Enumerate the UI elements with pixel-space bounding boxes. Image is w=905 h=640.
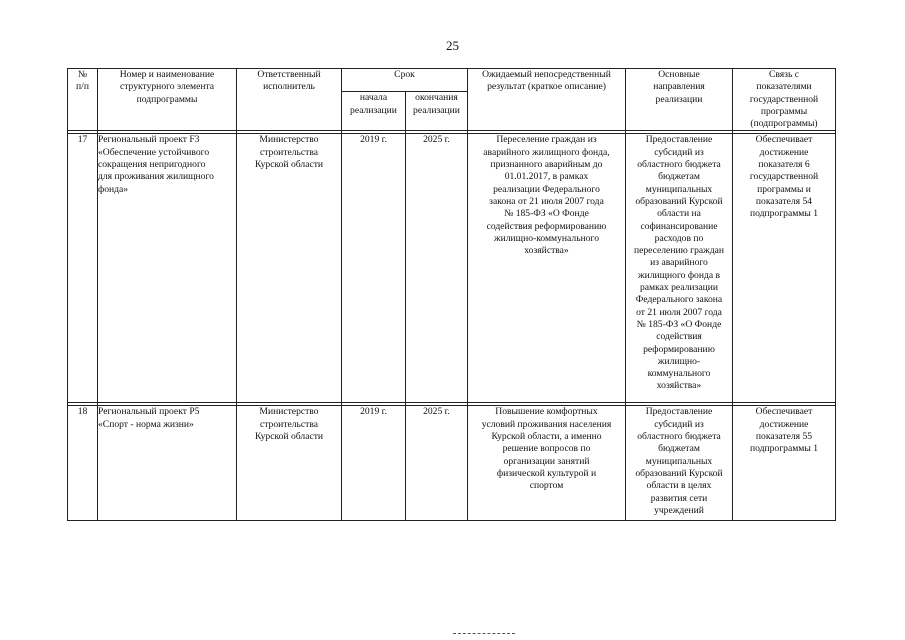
row-name: Региональный проект F3 «Обеспечение устойчивого сокращения непригодного для проживания жилищного фонда»: [98, 134, 237, 403]
row-end: 2025 г.: [406, 134, 468, 403]
row-link: Обеспечивает достижение показателя 55 подпрограммы 1: [733, 406, 836, 521]
page-number: 25: [446, 38, 459, 53]
table-row: [68, 406, 836, 521]
header-name: Номер и наименование структурного элемента подпрограммы: [98, 69, 237, 131]
row-num: 18: [68, 406, 98, 521]
row-start: 2019 г.: [342, 134, 406, 403]
row-end: 2025 г.: [406, 406, 468, 521]
header-term-start: начала реализации: [342, 92, 406, 131]
header-term: Срок: [342, 69, 468, 92]
header-term-end: окончания реализации: [406, 92, 468, 131]
header-num: № п/п: [68, 69, 98, 131]
table-row: [68, 134, 836, 403]
header-executor: Ответственный исполнитель: [237, 69, 342, 131]
table-header-row: [68, 69, 836, 92]
row-executor: Министерство строительства Курской области: [237, 134, 342, 403]
row-start: 2019 г.: [342, 406, 406, 521]
row-num: 17: [68, 134, 98, 403]
header-directions: Основные направления реализации: [626, 69, 733, 131]
row-directions: Предоставление субсидий из областного бюджета бюджетам муниципальных образований Курской области в целях развития сети учреждений: [626, 406, 733, 521]
header-link: Связь с показателями государственной программы (подпрограммы): [733, 69, 836, 131]
row-executor: Министерство строительства Курской области: [237, 406, 342, 521]
row-directions: Предоставление субсидий из областного бюджета бюджетам муниципальных образований Курской области на софинансирование расходов по переселению граждан из аварийного жилищного фонда в рамках реализации Федерального закона от 21 июля 2007 года № 185-ФЗ «О Фонде содействия реформированию жилищно- коммунального хозяйства»: [626, 134, 733, 403]
row-link: Обеспечивает достижение показателя 6 государственной программы и показателя 54 подпрограммы 1: [733, 134, 836, 403]
page-bottom-mark: [453, 633, 515, 634]
subprogram-elements-table: [67, 68, 836, 521]
row-result: Повышение комфортных условий проживания населения Курской области, а именно решение вопросов по организации занятий физической культурой и спортом: [468, 406, 626, 521]
row-name: Региональный проект P5 «Спорт - норма жизни»: [98, 406, 237, 521]
row-result: Переселение граждан из аварийного жилищного фонда, признанного аварийным до 01.01.2017, в рамках реализации Федерального закона от 21 июля 2007 года № 185-ФЗ «О Фонде содействия реформированию жилищно-коммунального хозяйства»: [468, 134, 626, 403]
header-result: Ожидаемый непосредственный результат (краткое описание): [468, 69, 626, 131]
